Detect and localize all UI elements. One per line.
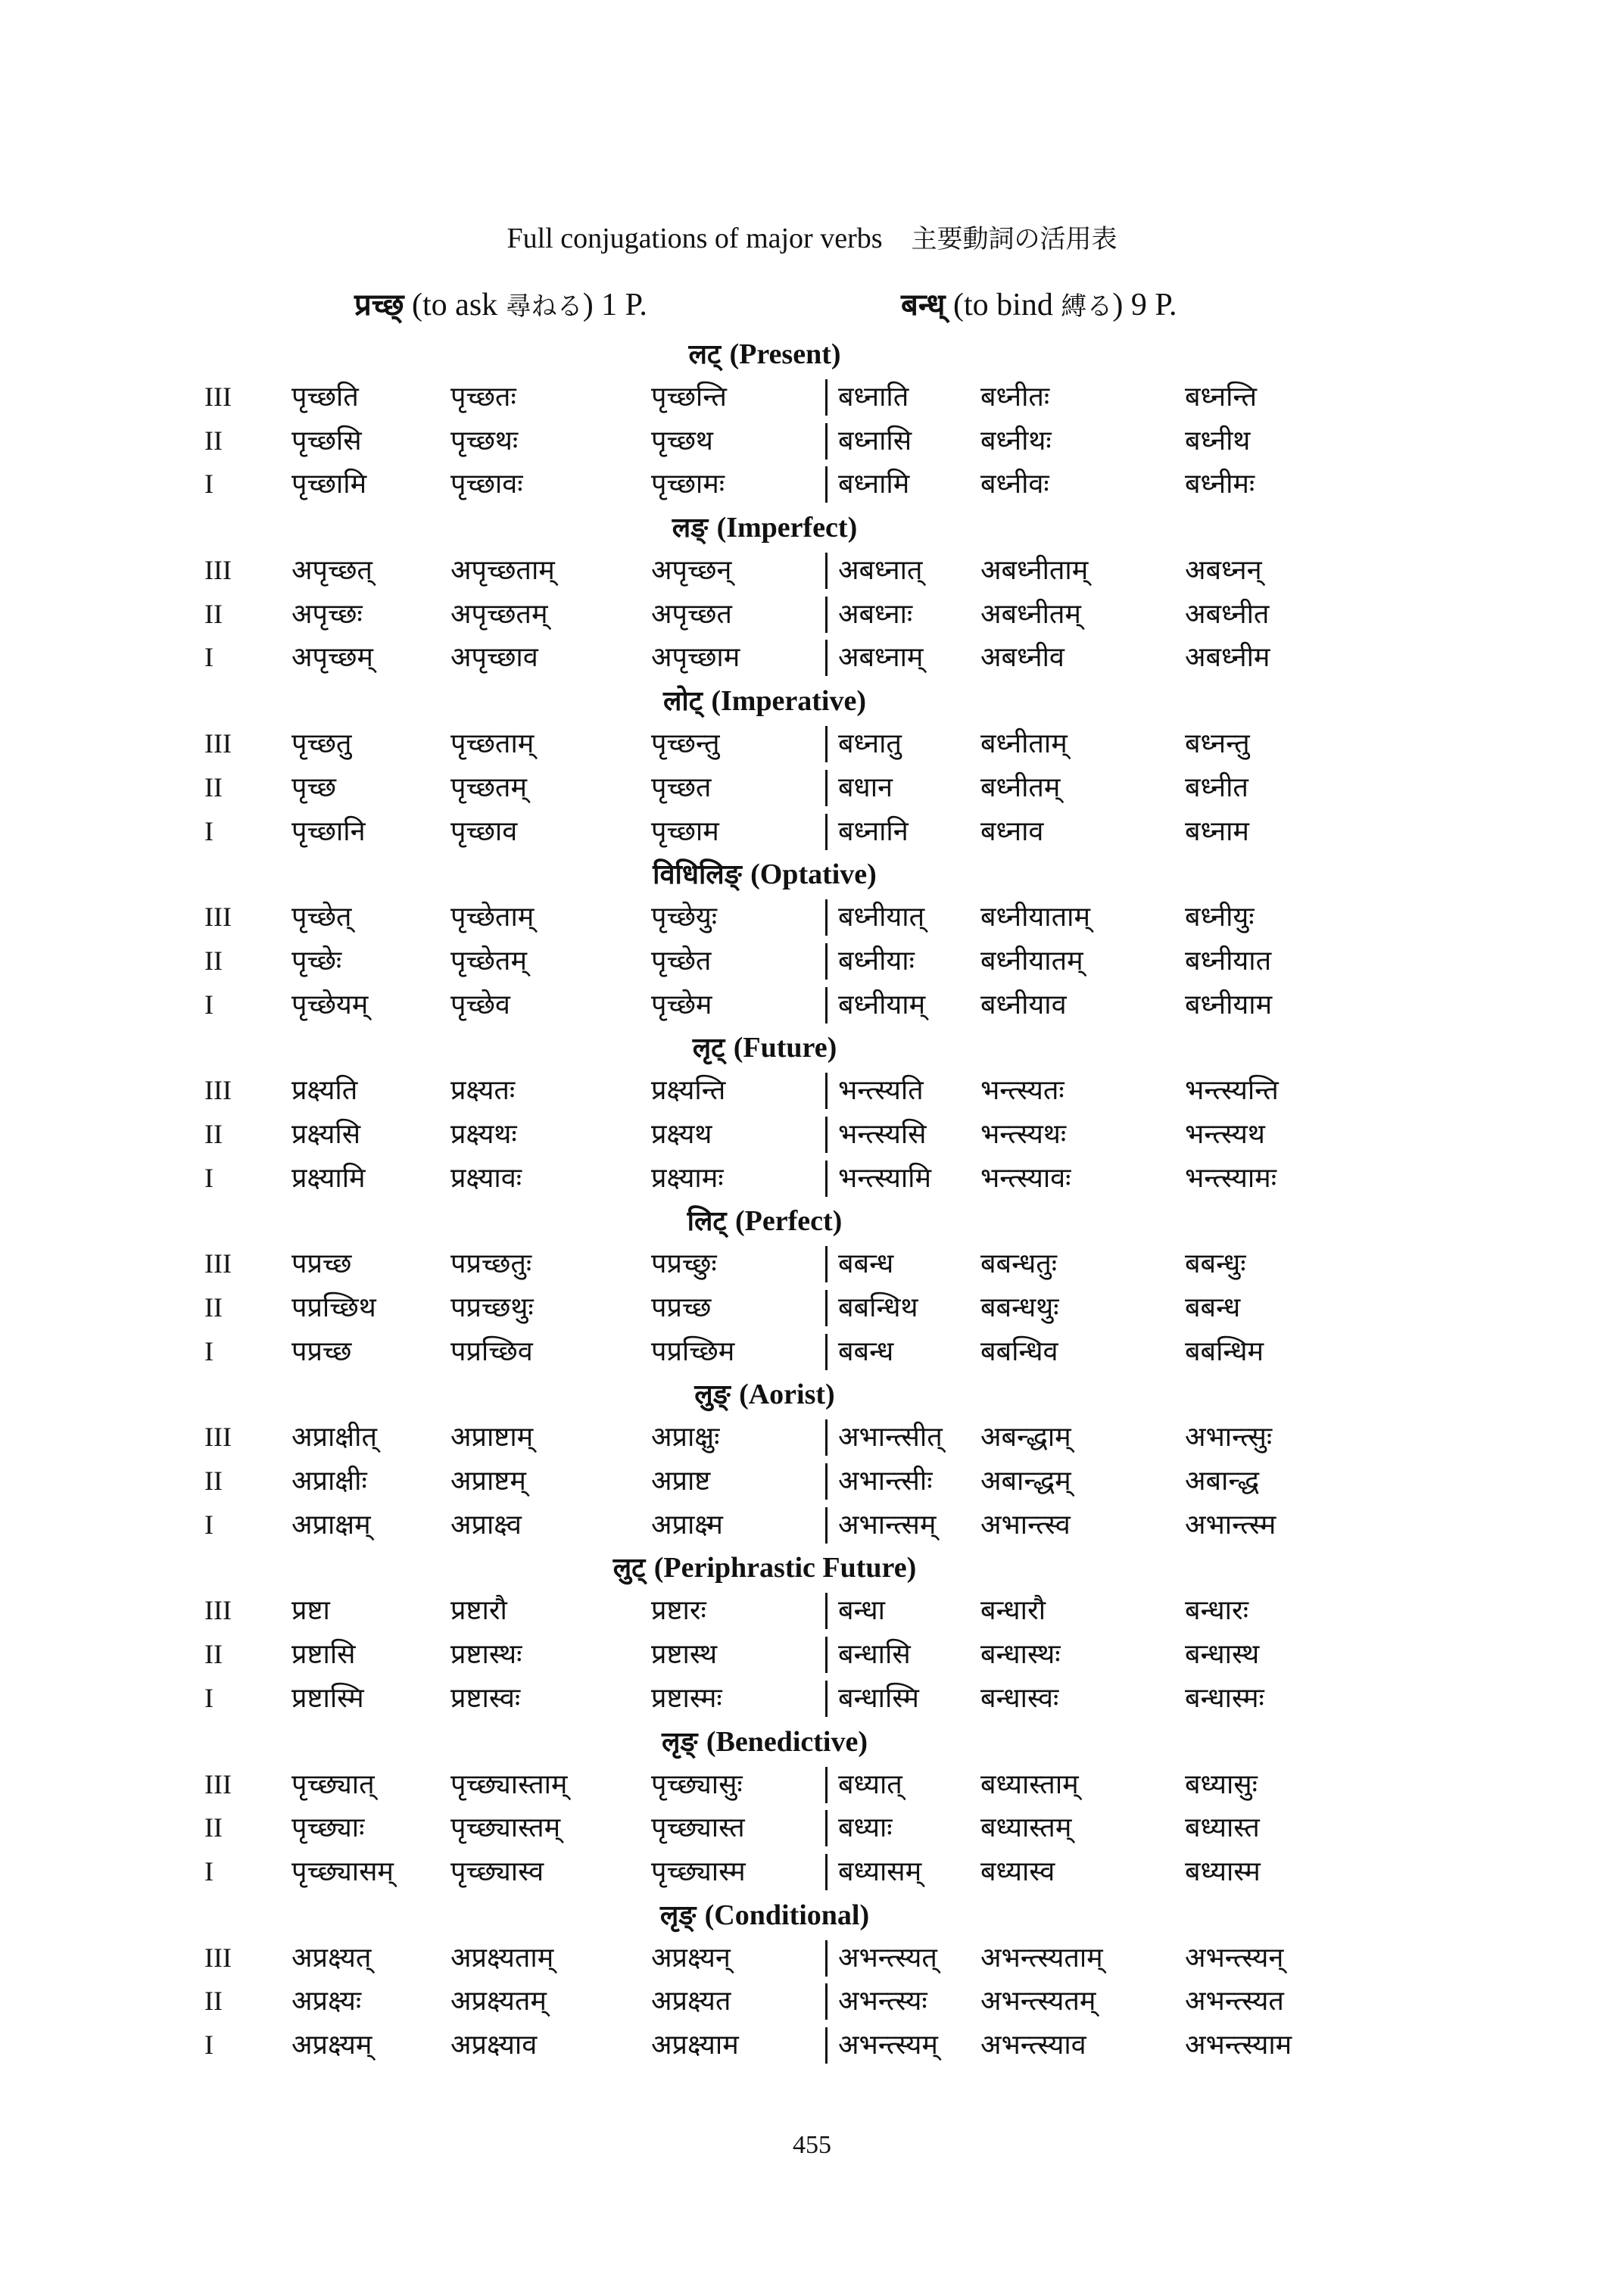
tense-name-devanagari: लृट् bbox=[692, 1033, 725, 1064]
conjugation-row bbox=[204, 1242, 1325, 1286]
verb-form: अभान्त्सीत् bbox=[825, 1419, 943, 1456]
verb-form: बन्धास्मः bbox=[1185, 1682, 1264, 1714]
verb-form: अप्राक्षम् bbox=[291, 1509, 371, 1541]
conjugation-row bbox=[204, 1677, 1325, 1721]
verb-form: अपृच्छम् bbox=[291, 642, 373, 674]
verb-form: प्रक्ष्यसि bbox=[291, 1118, 361, 1150]
conjugation-row bbox=[204, 1633, 1325, 1677]
verb-form: बन्धा bbox=[825, 1593, 885, 1629]
verb-form: भन्त्स्यति bbox=[825, 1073, 924, 1109]
verb-form: प्रष्टास्मः bbox=[651, 1682, 722, 1714]
person-label: III bbox=[204, 382, 232, 412]
tense-heading bbox=[204, 1721, 1325, 1763]
person-label: III bbox=[204, 555, 232, 586]
verb-form: बधान bbox=[825, 770, 893, 806]
conjugation-table bbox=[204, 333, 1325, 2067]
verb-form: पप्रच्छ bbox=[291, 1335, 352, 1367]
tense-name-english: (Periphrastic Future) bbox=[653, 1552, 917, 1584]
verb-form: अबध्नीताम् bbox=[980, 555, 1089, 587]
verb-form: अपृच्छताम् bbox=[450, 555, 555, 587]
verb-form: भन्त्स्यथ bbox=[1185, 1118, 1265, 1150]
verb-form: अबध्नन् bbox=[1185, 555, 1262, 587]
conjugation-row bbox=[204, 1416, 1325, 1460]
verb-form: बध्नीयाव bbox=[980, 989, 1067, 1020]
verb-form: पृच्छ bbox=[291, 771, 336, 803]
verb-form: अप्रक्ष्याव bbox=[450, 2029, 538, 2061]
tense-heading bbox=[204, 333, 1325, 375]
verb-form: अबान्द्धम् bbox=[980, 1466, 1071, 1497]
verb-form: भन्त्स्यावः bbox=[980, 1162, 1071, 1194]
verb-form: पप्रच्छथुः bbox=[450, 1292, 534, 1323]
tense-name-english: (Aorist) bbox=[739, 1379, 835, 1411]
verb-form: भन्त्स्यामः bbox=[1185, 1162, 1276, 1194]
person-label: I bbox=[204, 1855, 214, 1886]
verb-form: अभन्त्स्यन् bbox=[1185, 1942, 1284, 1974]
tense-name-english: (Present) bbox=[729, 338, 841, 370]
verb-form: बन्धास्थः bbox=[980, 1639, 1061, 1671]
conjugation-row bbox=[204, 1806, 1325, 1850]
verb-form: अभन्त्स्याम bbox=[1185, 2029, 1292, 2061]
verb-form: बध्नन्ति bbox=[1185, 382, 1258, 413]
verb-form: भन्त्स्यन्ति bbox=[1185, 1075, 1279, 1107]
verb-form: बबन्धुः bbox=[1185, 1248, 1246, 1280]
verb-form: प्रक्ष्यथः bbox=[450, 1118, 517, 1150]
verb-form: पृच्छ्याः bbox=[291, 1812, 365, 1844]
verb-form: बन्धास्मि bbox=[825, 1681, 919, 1717]
verb-form: बन्धारः bbox=[1185, 1595, 1248, 1627]
verb-form: अभान्त्सुः bbox=[1185, 1422, 1273, 1453]
verb-form: बध्नासि bbox=[825, 423, 912, 460]
verb-form: पप्रच्छ bbox=[291, 1248, 352, 1280]
verb-form: बध्यास्म bbox=[1185, 1855, 1261, 1887]
tense-name-devanagari: लिट् bbox=[687, 1206, 727, 1238]
verb-form: बध्नीयात् bbox=[825, 899, 924, 936]
verb-form: प्रष्टास्मि bbox=[291, 1682, 364, 1714]
conjugation-row bbox=[204, 1460, 1325, 1503]
verb-form: पृच्छाम bbox=[651, 815, 719, 847]
verb-form: प्रष्टासि bbox=[291, 1639, 356, 1671]
verb-form: पृच्छथः bbox=[450, 425, 519, 456]
person-label: II bbox=[204, 1986, 223, 2017]
verb-form: बन्धास्थ bbox=[1185, 1639, 1260, 1671]
verb-form: बबन्ध bbox=[825, 1334, 893, 1370]
verb-form: बध्नीमः bbox=[1185, 469, 1255, 500]
verb-form: पृच्छ्यासम् bbox=[291, 1855, 394, 1887]
verb-form: पृच्छेताम् bbox=[450, 902, 535, 933]
verb-form: अपृच्छत bbox=[651, 598, 732, 630]
verb-form: प्रष्टा bbox=[291, 1595, 330, 1627]
conjugation-row bbox=[204, 593, 1325, 637]
verb-form: बध्नीयाः bbox=[825, 943, 915, 980]
person-label: II bbox=[204, 1466, 223, 1497]
verb-form: पप्रच्छतुः bbox=[450, 1248, 532, 1280]
conjugation-row bbox=[204, 2024, 1325, 2067]
verb-form: अप्राक्षुः bbox=[651, 1422, 720, 1453]
verb-form: भन्त्स्यतः bbox=[980, 1075, 1064, 1107]
verb-form: अप्रक्ष्यन् bbox=[651, 1942, 731, 1974]
verb-form: अपृच्छाम bbox=[651, 642, 740, 674]
tense-name-english: (Future) bbox=[733, 1032, 837, 1064]
verb-form: अप्राक्ष्म bbox=[651, 1509, 723, 1541]
verb-form: अप्राक्षीः bbox=[291, 1466, 367, 1497]
verb-form: अभन्त्स्यताम् bbox=[980, 1942, 1103, 1974]
person-label: III bbox=[204, 1942, 232, 1973]
verb-form: अभान्त्सम् bbox=[825, 1507, 936, 1544]
verb-gloss-ja: 縛る bbox=[1061, 291, 1113, 322]
verb-form: बध्याः bbox=[825, 1810, 893, 1846]
person-label: II bbox=[204, 425, 223, 456]
conjugation-row bbox=[204, 1503, 1325, 1547]
verb-form: बध्नीयाम् bbox=[825, 987, 925, 1023]
tense-name-devanagari: विधिलिङ् bbox=[653, 859, 742, 891]
verb-form: प्रक्ष्यामि bbox=[291, 1162, 366, 1194]
person-label: I bbox=[204, 1509, 214, 1540]
verb-form: अपृच्छतम् bbox=[450, 598, 548, 630]
verb-form: बध्नातु bbox=[825, 726, 902, 762]
tense-name-devanagari: लङ् bbox=[672, 512, 709, 544]
conjugation-row bbox=[204, 939, 1325, 983]
verb-form: पृच्छेत् bbox=[291, 902, 352, 933]
person-label: II bbox=[204, 1639, 223, 1670]
tense-heading bbox=[204, 1894, 1325, 1936]
tense-name-english: (Optative) bbox=[750, 858, 877, 891]
verb-form: पृच्छ्यास्म bbox=[651, 1855, 746, 1887]
verb-form: पृच्छ्यात् bbox=[291, 1768, 375, 1800]
tense-name-english: (Imperfect) bbox=[716, 512, 858, 544]
tense-heading bbox=[204, 680, 1325, 722]
verb-form: अप्रक्ष्यत् bbox=[291, 1942, 372, 1974]
verb-form: पृच्छ्यास्त bbox=[651, 1812, 745, 1844]
verb-form: बध्यास्व bbox=[980, 1855, 1055, 1887]
person-label: I bbox=[204, 1335, 214, 1366]
verb-form: बध्नीवः bbox=[980, 469, 1049, 500]
tense-name-devanagari: लृङ् bbox=[662, 1726, 698, 1758]
verb-form: पप्रच्छिम bbox=[651, 1335, 735, 1367]
verb-form: बबन्धिम bbox=[1185, 1335, 1264, 1367]
verb-form: बबन्ध bbox=[1185, 1292, 1241, 1323]
verb-form: अप्रक्ष्याम bbox=[651, 2029, 739, 2061]
person-label: III bbox=[204, 902, 232, 933]
verb-form: बन्धासि bbox=[825, 1637, 911, 1673]
verb-form: पृच्छ्यास्तम् bbox=[450, 1812, 561, 1844]
verb-form: पृच्छति bbox=[291, 382, 359, 413]
verb-form: बबन्ध bbox=[825, 1246, 893, 1282]
verb-gloss-en: (to bind bbox=[953, 288, 1061, 322]
verb-form: प्रष्टास्वः bbox=[450, 1682, 521, 1714]
page-title-ja: 主要動詞の活用表 bbox=[911, 224, 1117, 254]
verb-form: पृच्छत bbox=[651, 771, 712, 803]
person-label: I bbox=[204, 642, 214, 673]
verb-form: अप्रक्ष्यः bbox=[291, 1986, 362, 2017]
verb-heading-bandh bbox=[901, 284, 1177, 328]
person-label: III bbox=[204, 1075, 232, 1106]
verb-form: बध्यास्तम् bbox=[980, 1812, 1072, 1844]
verb-form: अप्राष्ट bbox=[651, 1466, 711, 1497]
verb-form: बध्नीतः bbox=[980, 382, 1050, 413]
person-label: II bbox=[204, 1118, 223, 1149]
tense-heading bbox=[204, 1547, 1325, 1589]
verb-form: बध्नीयात bbox=[1185, 945, 1272, 977]
verb-form: बध्नाति bbox=[825, 379, 909, 416]
conjugation-row bbox=[204, 896, 1325, 939]
verb-form: बध्नीयुः bbox=[1185, 902, 1255, 933]
verb-form: प्रक्ष्यतः bbox=[450, 1075, 516, 1107]
verb-form: अभन्त्स्याव bbox=[980, 2029, 1086, 2061]
verb-form: अप्राक्ष्व bbox=[450, 1509, 522, 1541]
verb-form: अभान्त्सीः bbox=[825, 1463, 933, 1500]
verb-form: बन्धास्वः bbox=[980, 1682, 1059, 1714]
conjugation-row bbox=[204, 1850, 1325, 1894]
person-label: III bbox=[204, 1595, 232, 1626]
verb-form: पृच्छेतम् bbox=[450, 945, 527, 977]
verb-gloss-en: (to ask bbox=[412, 288, 506, 322]
tense-heading bbox=[204, 853, 1325, 896]
verb-form: भन्त्स्यसि bbox=[825, 1117, 927, 1153]
verb-form: अबध्नीम bbox=[1185, 642, 1270, 674]
verb-class: ) 1 P. bbox=[582, 288, 647, 322]
verb-form: पप्रच्छिथ bbox=[291, 1292, 376, 1323]
verb-form: अप्रक्ष्यत bbox=[651, 1986, 731, 2017]
conjugation-row bbox=[204, 983, 1325, 1027]
verb-form: प्रष्टास्थ bbox=[651, 1639, 718, 1671]
verb-form: पृच्छ्यास्ताम् bbox=[450, 1768, 568, 1800]
verb-form: पृच्छन्तु bbox=[651, 728, 720, 760]
conjugation-row bbox=[204, 419, 1325, 463]
verb-heading-prach bbox=[354, 284, 647, 328]
verb-form: अप्राष्टाम् bbox=[450, 1422, 534, 1453]
verb-form: बध्नाम bbox=[1185, 815, 1249, 847]
verb-form: अप्रक्ष्यताम् bbox=[450, 1942, 554, 1974]
verb-form: अपृच्छत् bbox=[291, 555, 372, 587]
person-label: I bbox=[204, 815, 214, 846]
verb-form: बध्नीत bbox=[1185, 771, 1248, 803]
verb-form: पृच्छ्यासुः bbox=[651, 1768, 743, 1800]
conjugation-row bbox=[204, 636, 1325, 680]
tense-name-devanagari: लोट् bbox=[662, 686, 703, 718]
tense-name-english: (Benedictive) bbox=[706, 1725, 868, 1758]
verb-form: अप्रक्ष्यतम् bbox=[450, 1986, 547, 2017]
verb-form: पृच्छेत bbox=[651, 945, 712, 977]
tense-heading bbox=[204, 1027, 1325, 1069]
conjugation-row bbox=[204, 1157, 1325, 1201]
tense-heading bbox=[204, 506, 1325, 549]
verb-form: बध्नीयाताम् bbox=[980, 902, 1090, 933]
verb-form: पृच्छेयुः bbox=[651, 902, 718, 933]
verb-form: बध्यात् bbox=[825, 1767, 902, 1803]
verb-form: पृच्छसि bbox=[291, 425, 362, 456]
verb-form: पृच्छथ bbox=[651, 425, 713, 456]
verb-form: बध्नीथ bbox=[1185, 425, 1251, 456]
conjugation-row bbox=[204, 766, 1325, 810]
conjugation-row bbox=[204, 1589, 1325, 1633]
verb-form: पृच्छेव bbox=[450, 989, 510, 1020]
verb-form: बध्यासम् bbox=[825, 1854, 921, 1890]
verb-form: अप्राक्षीत् bbox=[291, 1422, 377, 1453]
page-title-en: Full conjugations of major verbs bbox=[507, 223, 883, 254]
tense-heading bbox=[204, 1200, 1325, 1242]
verb-form: अभन्त्स्यः bbox=[825, 1983, 927, 2020]
verb-form: बध्नीयातम् bbox=[980, 945, 1083, 977]
tense-heading bbox=[204, 1373, 1325, 1416]
verb-form: पृच्छ्यास्व bbox=[450, 1855, 544, 1887]
verb-form: बध्यासुः bbox=[1185, 1768, 1258, 1800]
verb-form: अपृच्छन् bbox=[651, 555, 732, 587]
conjugation-row bbox=[204, 375, 1325, 419]
verb-form: बन्धारौ bbox=[980, 1595, 1046, 1627]
verb-form: पृच्छामः bbox=[651, 469, 725, 500]
verb-form: अपृच्छः bbox=[291, 598, 363, 630]
verb-form: पप्रच्छुः bbox=[651, 1248, 717, 1280]
verb-form: पृच्छावः bbox=[450, 469, 523, 500]
tense-name-devanagari: लुङ् bbox=[694, 1379, 731, 1411]
conjugation-row bbox=[204, 1763, 1325, 1807]
verb-form: प्रक्ष्यन्ति bbox=[651, 1075, 726, 1107]
verb-form: पृच्छेम bbox=[651, 989, 712, 1020]
person-label: I bbox=[204, 469, 214, 500]
person-label: II bbox=[204, 1292, 223, 1323]
verb-form: पृच्छाव bbox=[450, 815, 518, 847]
verb-root: बन्ध् bbox=[901, 288, 946, 322]
verb-form: बध्नीथः bbox=[980, 425, 1052, 456]
tense-name-english: (Conditional) bbox=[704, 1899, 870, 1931]
verb-form: अबध्नाम् bbox=[825, 640, 923, 676]
verb-form: पृच्छेः bbox=[291, 945, 342, 977]
verb-form: बध्नीतम् bbox=[980, 771, 1061, 803]
verb-form: प्रक्ष्यति bbox=[291, 1075, 358, 1107]
conjugation-row bbox=[204, 549, 1325, 593]
verb-form: अपृच्छाव bbox=[450, 642, 538, 674]
verb-form: प्रष्टारौ bbox=[450, 1595, 507, 1627]
tense-name-english: (Imperative) bbox=[711, 685, 867, 718]
verb-form: अबध्नीत bbox=[1185, 598, 1270, 630]
verb-form: अभन्त्स्यत् bbox=[825, 1940, 937, 1977]
verb-form: बध्यास्त bbox=[1185, 1812, 1260, 1844]
verb-form: बध्नन्तु bbox=[1185, 728, 1250, 760]
verb-form: प्रष्टारः bbox=[651, 1595, 706, 1627]
verb-form: अभान्त्स्म bbox=[1185, 1509, 1276, 1541]
verb-form: पृच्छेयम् bbox=[291, 989, 369, 1020]
conjugation-row bbox=[204, 1330, 1325, 1374]
person-label: III bbox=[204, 1768, 232, 1799]
conjugation-row bbox=[204, 1980, 1325, 2024]
tense-name-english: (Perfect) bbox=[735, 1205, 843, 1238]
tense-name-devanagari: लट् bbox=[688, 339, 722, 370]
verb-form: पप्रच्छिव bbox=[450, 1335, 533, 1367]
person-label: I bbox=[204, 989, 214, 1020]
conjugation-row bbox=[204, 1069, 1325, 1113]
verb-form: अप्राष्टम् bbox=[450, 1466, 526, 1497]
verb-form: बबन्धथुः bbox=[980, 1292, 1059, 1323]
verb-form: अभन्त्स्यतम् bbox=[980, 1986, 1096, 2017]
verb-form: बबन्धतुः bbox=[980, 1248, 1058, 1280]
verb-form: पृच्छतः bbox=[450, 382, 516, 413]
conjugation-row bbox=[204, 810, 1325, 854]
conjugation-row bbox=[204, 722, 1325, 766]
verb-form: बबन्धिथ bbox=[825, 1290, 918, 1326]
verb-form: प्रक्ष्यावः bbox=[450, 1162, 522, 1194]
verb-form: अबध्नीतम् bbox=[980, 598, 1081, 630]
verb-form: पप्रच्छ bbox=[651, 1292, 712, 1323]
verb-form: अभान्त्स्व bbox=[980, 1509, 1071, 1541]
verb-form: प्रक्ष्यथ bbox=[651, 1118, 712, 1150]
verb-form: अबध्नाः bbox=[825, 597, 912, 633]
verb-form: भन्त्स्यथः bbox=[980, 1118, 1067, 1150]
conjugation-row bbox=[204, 1286, 1325, 1330]
verb-form: प्रष्टास्थः bbox=[450, 1639, 522, 1671]
verb-form: भन्त्स्यामि bbox=[825, 1161, 931, 1197]
tense-name-devanagari: लुट् bbox=[613, 1553, 646, 1584]
verb-form: अबन्द्धाम् bbox=[980, 1422, 1071, 1453]
verb-form: पृच्छन्ति bbox=[651, 382, 727, 413]
conjugation-row bbox=[204, 463, 1325, 506]
verb-form: बध्नानि bbox=[825, 814, 909, 850]
verb-form: पृच्छामि bbox=[291, 469, 367, 500]
verb-form: अप्रक्ष्यम् bbox=[291, 2029, 372, 2061]
person-label: III bbox=[204, 728, 232, 759]
person-label: II bbox=[204, 598, 223, 629]
verb-form: पृच्छतु bbox=[291, 728, 352, 760]
person-label: III bbox=[204, 1422, 232, 1453]
tense-name-devanagari: लृङ् bbox=[659, 1899, 697, 1931]
verb-form: बबन्धिव bbox=[980, 1335, 1058, 1367]
person-label: I bbox=[204, 2029, 214, 2060]
person-label: II bbox=[204, 945, 223, 976]
person-label: II bbox=[204, 1812, 223, 1843]
person-label: III bbox=[204, 1248, 232, 1279]
verb-form: अबध्नीव bbox=[980, 642, 1064, 674]
verb-form: अभन्त्स्यत bbox=[1185, 1986, 1284, 2017]
verb-form: प्रक्ष्यामः bbox=[651, 1162, 724, 1194]
verb-class: ) 9 P. bbox=[1112, 288, 1177, 322]
person-label: I bbox=[204, 1162, 214, 1193]
verb-form: पृच्छानि bbox=[291, 815, 366, 847]
verb-form: बध्नीताम् bbox=[980, 728, 1068, 760]
person-label: I bbox=[204, 1682, 214, 1713]
verb-root: प्रच्छ् bbox=[354, 288, 404, 322]
person-label: II bbox=[204, 771, 223, 802]
verb-form: बध्नीयाम bbox=[1185, 989, 1273, 1020]
verb-form: बध्यास्ताम् bbox=[980, 1768, 1079, 1800]
verb-gloss-ja: 尋ねる bbox=[505, 291, 583, 322]
conjugation-row bbox=[204, 1113, 1325, 1157]
verb-form: पृच्छतम् bbox=[450, 771, 527, 803]
verb-form: बध्नामि bbox=[825, 466, 909, 503]
verb-form: बध्नाव bbox=[980, 815, 1044, 847]
page-title bbox=[0, 220, 1624, 258]
conjugation-row bbox=[204, 1936, 1325, 1980]
verb-form: पृच्छताम् bbox=[450, 728, 535, 760]
page-number: 455 bbox=[793, 2131, 831, 2159]
verb-form: अबान्द्ध bbox=[1185, 1466, 1260, 1497]
verb-form: अभन्त्स्यम् bbox=[825, 2027, 938, 2064]
verb-form: अबध्नात् bbox=[825, 553, 922, 589]
